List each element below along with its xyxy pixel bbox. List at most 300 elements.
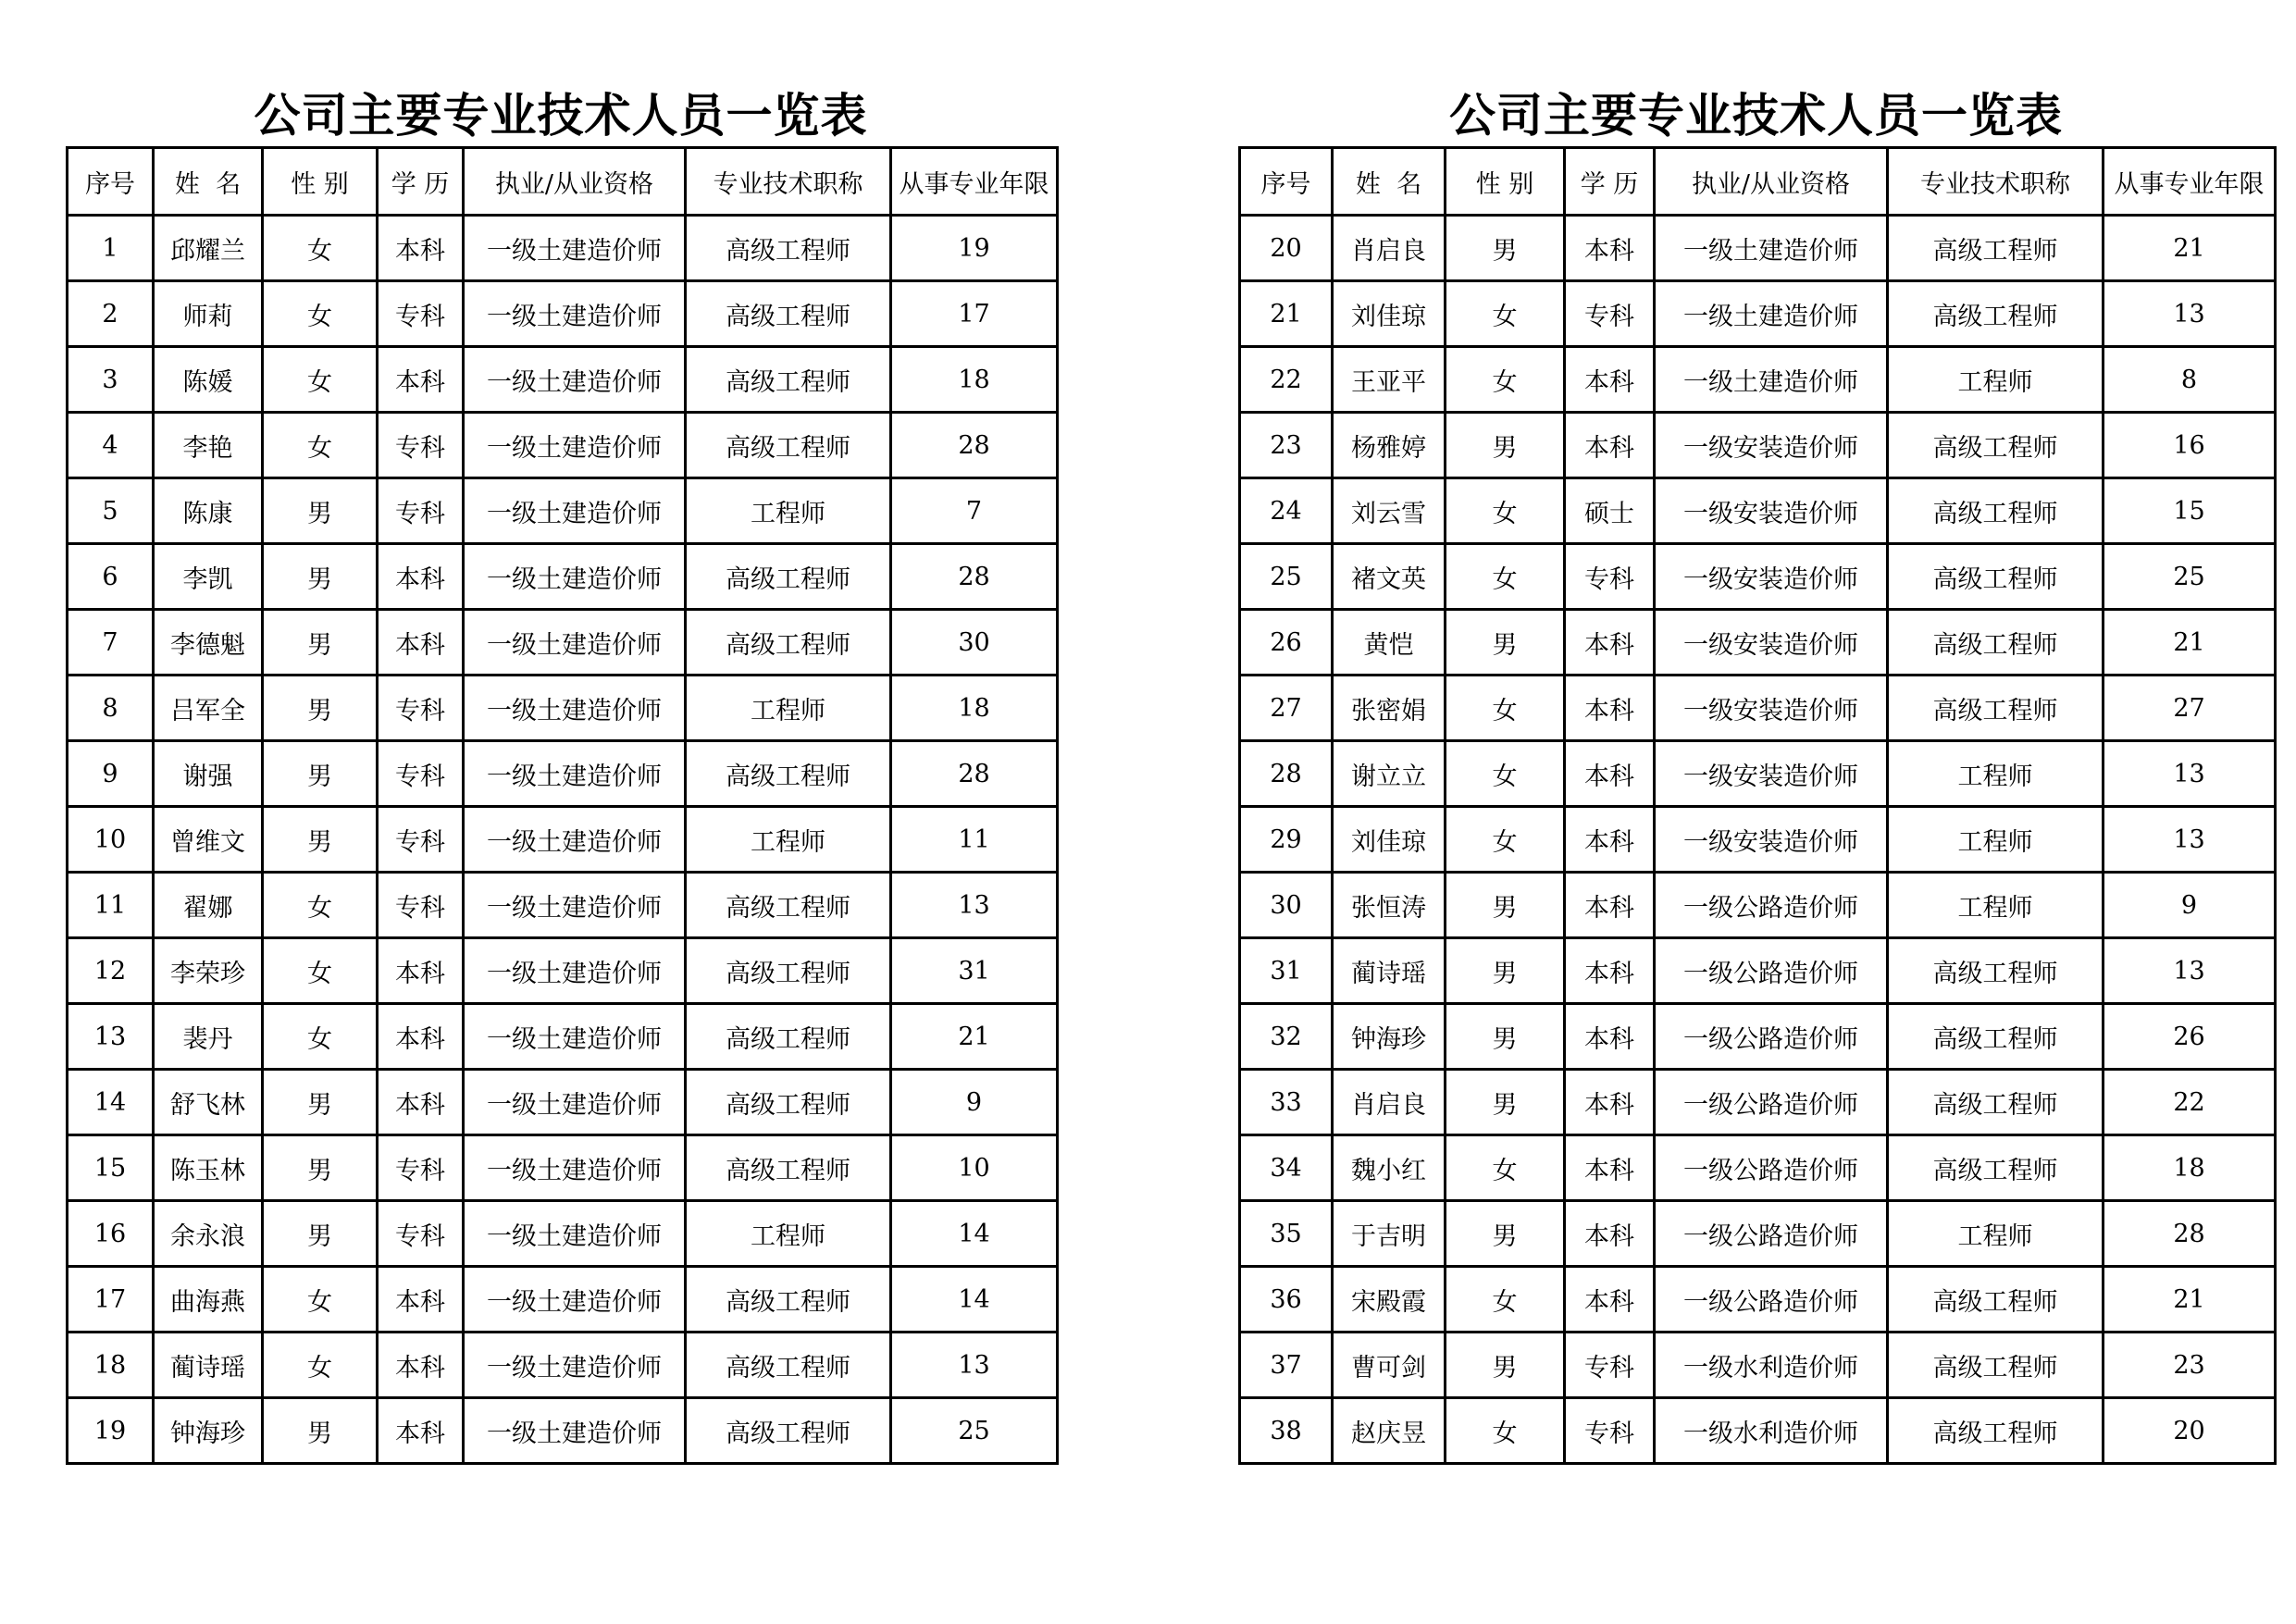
cell-index: 34 bbox=[1240, 1135, 1333, 1201]
cell-gender: 男 bbox=[1446, 1070, 1565, 1135]
cell-years: 13 bbox=[2104, 741, 2276, 807]
cell-years: 30 bbox=[891, 610, 1058, 676]
table-row bbox=[68, 1267, 1058, 1333]
cell-years: 26 bbox=[2104, 1004, 2276, 1070]
cell-index: 27 bbox=[1240, 676, 1333, 741]
cell-gender: 男 bbox=[263, 1070, 378, 1135]
cell-title: 工程师 bbox=[1888, 807, 2104, 873]
cell-gender: 女 bbox=[263, 216, 378, 281]
cell-qualification: 一级土建造价师 bbox=[464, 347, 686, 413]
header-cell-gender: 性 别 bbox=[263, 148, 378, 216]
cell-gender: 男 bbox=[1446, 1004, 1565, 1070]
cell-index: 26 bbox=[1240, 610, 1333, 676]
cell-education: 本科 bbox=[1565, 216, 1655, 281]
cell-title: 高级工程师 bbox=[1888, 544, 2104, 610]
cell-index: 33 bbox=[1240, 1070, 1333, 1135]
cell-gender: 女 bbox=[1446, 544, 1565, 610]
cell-qualification: 一级土建造价师 bbox=[464, 1267, 686, 1333]
table-row bbox=[1240, 216, 2276, 281]
cell-index: 3 bbox=[68, 347, 154, 413]
table-row bbox=[1240, 1398, 2276, 1464]
cell-qualification: 一级公路造价师 bbox=[1655, 873, 1888, 938]
cell-qualification: 一级安装造价师 bbox=[1655, 413, 1888, 478]
cell-years: 17 bbox=[891, 281, 1058, 347]
cell-gender: 女 bbox=[1446, 676, 1565, 741]
cell-name: 舒飞林 bbox=[154, 1070, 263, 1135]
cell-index: 13 bbox=[68, 1004, 154, 1070]
cell-education: 专科 bbox=[378, 413, 464, 478]
cell-gender: 女 bbox=[1446, 347, 1565, 413]
cell-qualification: 一级土建造价师 bbox=[464, 610, 686, 676]
cell-qualification: 一级土建造价师 bbox=[464, 1333, 686, 1398]
cell-gender: 女 bbox=[1446, 741, 1565, 807]
cell-years: 10 bbox=[891, 1135, 1058, 1201]
cell-index: 35 bbox=[1240, 1201, 1333, 1267]
table-row bbox=[68, 1333, 1058, 1398]
cell-index: 10 bbox=[68, 807, 154, 873]
cell-education: 专科 bbox=[1565, 1333, 1655, 1398]
cell-name: 钟海珍 bbox=[1333, 1004, 1446, 1070]
table-row bbox=[1240, 1004, 2276, 1070]
cell-qualification: 一级水利造价师 bbox=[1655, 1398, 1888, 1464]
cell-title: 高级工程师 bbox=[1888, 676, 2104, 741]
table-row bbox=[68, 1201, 1058, 1267]
cell-index: 22 bbox=[1240, 347, 1333, 413]
cell-qualification: 一级公路造价师 bbox=[1655, 1201, 1888, 1267]
cell-qualification: 一级土建造价师 bbox=[464, 1135, 686, 1201]
cell-years: 16 bbox=[2104, 413, 2276, 478]
table-row bbox=[1240, 741, 2276, 807]
cell-name: 赵庆昱 bbox=[1333, 1398, 1446, 1464]
cell-name: 李艳 bbox=[154, 413, 263, 478]
right-staff-table bbox=[1238, 146, 2277, 1465]
cell-education: 本科 bbox=[378, 1333, 464, 1398]
cell-years: 18 bbox=[891, 347, 1058, 413]
cell-name: 陈康 bbox=[154, 478, 263, 544]
cell-gender: 男 bbox=[1446, 873, 1565, 938]
cell-title: 高级工程师 bbox=[1888, 1070, 2104, 1135]
cell-years: 8 bbox=[2104, 347, 2276, 413]
cell-title: 高级工程师 bbox=[1888, 1398, 2104, 1464]
cell-name: 陈玉林 bbox=[154, 1135, 263, 1201]
left-header-row bbox=[68, 148, 1058, 216]
cell-index: 9 bbox=[68, 741, 154, 807]
cell-name: 刘佳琼 bbox=[1333, 807, 1446, 873]
cell-qualification: 一级土建造价师 bbox=[464, 478, 686, 544]
cell-years: 15 bbox=[2104, 478, 2276, 544]
cell-education: 专科 bbox=[378, 281, 464, 347]
cell-education: 本科 bbox=[1565, 1201, 1655, 1267]
cell-gender: 男 bbox=[1446, 413, 1565, 478]
cell-education: 专科 bbox=[1565, 1398, 1655, 1464]
right-table-body bbox=[1240, 216, 2276, 1464]
cell-title: 高级工程师 bbox=[686, 610, 891, 676]
table-row bbox=[68, 676, 1058, 741]
table-row bbox=[1240, 1267, 2276, 1333]
cell-education: 本科 bbox=[1565, 1267, 1655, 1333]
table-row bbox=[68, 1135, 1058, 1201]
cell-title: 高级工程师 bbox=[686, 544, 891, 610]
header-cell-gender: 性 别 bbox=[1446, 148, 1565, 216]
cell-gender: 女 bbox=[263, 347, 378, 413]
table-row bbox=[68, 938, 1058, 1004]
cell-title: 高级工程师 bbox=[1888, 1135, 2104, 1201]
cell-education: 本科 bbox=[1565, 413, 1655, 478]
cell-education: 本科 bbox=[378, 1004, 464, 1070]
table-row bbox=[1240, 478, 2276, 544]
cell-years: 9 bbox=[891, 1070, 1058, 1135]
cell-index: 12 bbox=[68, 938, 154, 1004]
cell-education: 本科 bbox=[378, 216, 464, 281]
cell-name: 余永浪 bbox=[154, 1201, 263, 1267]
cell-years: 19 bbox=[891, 216, 1058, 281]
cell-qualification: 一级安装造价师 bbox=[1655, 544, 1888, 610]
cell-education: 本科 bbox=[1565, 676, 1655, 741]
cell-years: 28 bbox=[891, 741, 1058, 807]
cell-title: 高级工程师 bbox=[1888, 413, 2104, 478]
cell-name: 肖启良 bbox=[1333, 216, 1446, 281]
cell-education: 本科 bbox=[1565, 741, 1655, 807]
cell-years: 20 bbox=[2104, 1398, 2276, 1464]
cell-title: 高级工程师 bbox=[1888, 281, 2104, 347]
table-row bbox=[68, 347, 1058, 413]
cell-education: 专科 bbox=[378, 1201, 464, 1267]
cell-index: 5 bbox=[68, 478, 154, 544]
cell-education: 本科 bbox=[378, 610, 464, 676]
cell-qualification: 一级土建造价师 bbox=[464, 544, 686, 610]
cell-name: 蔺诗瑶 bbox=[154, 1333, 263, 1398]
cell-gender: 女 bbox=[263, 1267, 378, 1333]
table-row bbox=[1240, 1201, 2276, 1267]
cell-qualification: 一级安装造价师 bbox=[1655, 478, 1888, 544]
left-panel bbox=[66, 85, 1056, 1465]
header-cell-years: 从事专业年限 bbox=[2104, 148, 2276, 216]
cell-education: 专科 bbox=[378, 807, 464, 873]
cell-name: 褚文英 bbox=[1333, 544, 1446, 610]
table-row bbox=[68, 478, 1058, 544]
cell-years: 11 bbox=[891, 807, 1058, 873]
cell-gender: 男 bbox=[263, 1135, 378, 1201]
cell-index: 29 bbox=[1240, 807, 1333, 873]
cell-name: 邱耀兰 bbox=[154, 216, 263, 281]
cell-gender: 女 bbox=[263, 413, 378, 478]
cell-index: 32 bbox=[1240, 1004, 1333, 1070]
cell-index: 8 bbox=[68, 676, 154, 741]
cell-qualification: 一级土建造价师 bbox=[464, 741, 686, 807]
cell-education: 专科 bbox=[378, 741, 464, 807]
cell-title: 工程师 bbox=[686, 807, 891, 873]
cell-name: 陈媛 bbox=[154, 347, 263, 413]
cell-gender: 男 bbox=[263, 1201, 378, 1267]
cell-education: 本科 bbox=[378, 1267, 464, 1333]
cell-education: 本科 bbox=[1565, 873, 1655, 938]
header-cell-education: 学 历 bbox=[1565, 148, 1655, 216]
cell-title: 工程师 bbox=[686, 676, 891, 741]
cell-education: 本科 bbox=[1565, 938, 1655, 1004]
cell-years: 22 bbox=[2104, 1070, 2276, 1135]
right-header-row bbox=[1240, 148, 2276, 216]
cell-years: 14 bbox=[891, 1201, 1058, 1267]
table-row bbox=[1240, 281, 2276, 347]
cell-gender: 男 bbox=[1446, 1201, 1565, 1267]
cell-index: 20 bbox=[1240, 216, 1333, 281]
cell-title: 高级工程师 bbox=[686, 1398, 891, 1464]
cell-qualification: 一级土建造价师 bbox=[464, 216, 686, 281]
cell-title: 高级工程师 bbox=[686, 873, 891, 938]
cell-years: 28 bbox=[2104, 1201, 2276, 1267]
cell-name: 曹可剑 bbox=[1333, 1333, 1446, 1398]
cell-name: 谢强 bbox=[154, 741, 263, 807]
cell-years: 14 bbox=[891, 1267, 1058, 1333]
header-cell-title: 专业技术职称 bbox=[686, 148, 891, 216]
cell-index: 17 bbox=[68, 1267, 154, 1333]
cell-name: 李凯 bbox=[154, 544, 263, 610]
cell-years: 25 bbox=[2104, 544, 2276, 610]
cell-title: 高级工程师 bbox=[1888, 938, 2104, 1004]
cell-education: 本科 bbox=[1565, 610, 1655, 676]
cell-education: 专科 bbox=[1565, 544, 1655, 610]
cell-name: 张密娟 bbox=[1333, 676, 1446, 741]
cell-years: 27 bbox=[2104, 676, 2276, 741]
cell-index: 19 bbox=[68, 1398, 154, 1464]
cell-qualification: 一级安装造价师 bbox=[1655, 676, 1888, 741]
cell-title: 高级工程师 bbox=[1888, 216, 2104, 281]
table-row bbox=[1240, 1135, 2276, 1201]
cell-index: 4 bbox=[68, 413, 154, 478]
cell-name: 钟海珍 bbox=[154, 1398, 263, 1464]
cell-index: 2 bbox=[68, 281, 154, 347]
header-cell-index: 序号 bbox=[68, 148, 154, 216]
cell-gender: 女 bbox=[263, 1333, 378, 1398]
cell-years: 13 bbox=[2104, 281, 2276, 347]
cell-name: 魏小红 bbox=[1333, 1135, 1446, 1201]
right-panel bbox=[1238, 85, 2274, 1465]
cell-years: 18 bbox=[2104, 1135, 2276, 1201]
cell-gender: 男 bbox=[1446, 610, 1565, 676]
cell-index: 24 bbox=[1240, 478, 1333, 544]
table-row bbox=[68, 413, 1058, 478]
cell-years: 13 bbox=[2104, 938, 2276, 1004]
table-row bbox=[68, 1398, 1058, 1464]
cell-title: 高级工程师 bbox=[686, 1333, 891, 1398]
cell-gender: 女 bbox=[1446, 1135, 1565, 1201]
cell-title: 高级工程师 bbox=[1888, 1004, 2104, 1070]
right-table-title: 公司主要专业技术人员一览表 bbox=[1449, 88, 2063, 143]
cell-qualification: 一级安装造价师 bbox=[1655, 741, 1888, 807]
cell-education: 硕士 bbox=[1565, 478, 1655, 544]
cell-qualification: 一级水利造价师 bbox=[1655, 1333, 1888, 1398]
cell-name: 曾维文 bbox=[154, 807, 263, 873]
cell-qualification: 一级土建造价师 bbox=[464, 676, 686, 741]
cell-name: 黄恺 bbox=[1333, 610, 1446, 676]
cell-gender: 男 bbox=[263, 544, 378, 610]
cell-qualification: 一级公路造价师 bbox=[1655, 1004, 1888, 1070]
cell-gender: 女 bbox=[263, 873, 378, 938]
cell-name: 李德魁 bbox=[154, 610, 263, 676]
cell-index: 28 bbox=[1240, 741, 1333, 807]
header-cell-qualification: 执业/从业资格 bbox=[464, 148, 686, 216]
cell-index: 31 bbox=[1240, 938, 1333, 1004]
cell-qualification: 一级土建造价师 bbox=[1655, 347, 1888, 413]
cell-index: 18 bbox=[68, 1333, 154, 1398]
cell-gender: 女 bbox=[1446, 281, 1565, 347]
cell-title: 高级工程师 bbox=[686, 281, 891, 347]
table-row bbox=[1240, 873, 2276, 938]
header-cell-name: 姓 名 bbox=[1333, 148, 1446, 216]
cell-index: 36 bbox=[1240, 1267, 1333, 1333]
cell-years: 18 bbox=[891, 676, 1058, 741]
table-row bbox=[68, 216, 1058, 281]
cell-gender: 男 bbox=[263, 741, 378, 807]
cell-title: 高级工程师 bbox=[686, 1004, 891, 1070]
cell-name: 张恒涛 bbox=[1333, 873, 1446, 938]
cell-qualification: 一级公路造价师 bbox=[1655, 938, 1888, 1004]
left-staff-table bbox=[66, 146, 1059, 1465]
cell-years: 31 bbox=[891, 938, 1058, 1004]
table-row bbox=[1240, 1070, 2276, 1135]
table-row bbox=[68, 544, 1058, 610]
cell-name: 蔺诗瑶 bbox=[1333, 938, 1446, 1004]
cell-gender: 男 bbox=[263, 478, 378, 544]
cell-qualification: 一级土建造价师 bbox=[464, 413, 686, 478]
cell-qualification: 一级土建造价师 bbox=[464, 1070, 686, 1135]
cell-name: 师莉 bbox=[154, 281, 263, 347]
cell-index: 14 bbox=[68, 1070, 154, 1135]
cell-title: 高级工程师 bbox=[1888, 1333, 2104, 1398]
cell-education: 本科 bbox=[378, 1398, 464, 1464]
cell-index: 6 bbox=[68, 544, 154, 610]
cell-title: 高级工程师 bbox=[686, 1070, 891, 1135]
cell-gender: 男 bbox=[263, 610, 378, 676]
cell-gender: 女 bbox=[263, 938, 378, 1004]
cell-title: 工程师 bbox=[1888, 741, 2104, 807]
cell-years: 21 bbox=[2104, 610, 2276, 676]
cell-years: 25 bbox=[891, 1398, 1058, 1464]
cell-qualification: 一级安装造价师 bbox=[1655, 807, 1888, 873]
cell-qualification: 一级公路造价师 bbox=[1655, 1135, 1888, 1201]
cell-title: 高级工程师 bbox=[1888, 478, 2104, 544]
cell-name: 王亚平 bbox=[1333, 347, 1446, 413]
cell-qualification: 一级安装造价师 bbox=[1655, 610, 1888, 676]
header-cell-name: 姓 名 bbox=[154, 148, 263, 216]
table-row bbox=[68, 873, 1058, 938]
cell-gender: 男 bbox=[1446, 938, 1565, 1004]
cell-qualification: 一级土建造价师 bbox=[464, 1201, 686, 1267]
cell-index: 37 bbox=[1240, 1333, 1333, 1398]
cell-title: 工程师 bbox=[1888, 347, 2104, 413]
cell-title: 高级工程师 bbox=[686, 216, 891, 281]
cell-qualification: 一级土建造价师 bbox=[464, 938, 686, 1004]
left-table-title: 公司主要专业技术人员一览表 bbox=[254, 88, 868, 143]
cell-gender: 女 bbox=[1446, 807, 1565, 873]
cell-index: 30 bbox=[1240, 873, 1333, 938]
cell-name: 李荣珍 bbox=[154, 938, 263, 1004]
cell-years: 28 bbox=[891, 413, 1058, 478]
cell-index: 11 bbox=[68, 873, 154, 938]
cell-education: 本科 bbox=[1565, 1004, 1655, 1070]
cell-education: 专科 bbox=[1565, 281, 1655, 347]
cell-name: 曲海燕 bbox=[154, 1267, 263, 1333]
cell-years: 13 bbox=[891, 1333, 1058, 1398]
cell-title: 高级工程师 bbox=[686, 938, 891, 1004]
cell-index: 25 bbox=[1240, 544, 1333, 610]
cell-title: 高级工程师 bbox=[686, 741, 891, 807]
table-row bbox=[1240, 347, 2276, 413]
cell-title: 高级工程师 bbox=[686, 1135, 891, 1201]
cell-years: 21 bbox=[891, 1004, 1058, 1070]
cell-name: 杨雅婷 bbox=[1333, 413, 1446, 478]
cell-gender: 男 bbox=[263, 1398, 378, 1464]
cell-gender: 男 bbox=[1446, 1333, 1565, 1398]
cell-title: 高级工程师 bbox=[686, 1267, 891, 1333]
cell-years: 21 bbox=[2104, 1267, 2276, 1333]
cell-name: 宋殿霞 bbox=[1333, 1267, 1446, 1333]
cell-education: 本科 bbox=[378, 544, 464, 610]
cell-qualification: 一级土建造价师 bbox=[464, 1004, 686, 1070]
table-row bbox=[68, 1070, 1058, 1135]
cell-education: 专科 bbox=[378, 478, 464, 544]
header-cell-education: 学 历 bbox=[378, 148, 464, 216]
cell-education: 本科 bbox=[1565, 807, 1655, 873]
cell-years: 21 bbox=[2104, 216, 2276, 281]
cell-title: 高级工程师 bbox=[1888, 1267, 2104, 1333]
cell-qualification: 一级土建造价师 bbox=[464, 873, 686, 938]
cell-index: 21 bbox=[1240, 281, 1333, 347]
header-cell-title: 专业技术职称 bbox=[1888, 148, 2104, 216]
table-row bbox=[68, 610, 1058, 676]
header-cell-years: 从事专业年限 bbox=[891, 148, 1058, 216]
cell-education: 本科 bbox=[1565, 1070, 1655, 1135]
cell-name: 裴丹 bbox=[154, 1004, 263, 1070]
cell-education: 专科 bbox=[378, 1135, 464, 1201]
cell-name: 于吉明 bbox=[1333, 1201, 1446, 1267]
header-cell-qualification: 执业/从业资格 bbox=[1655, 148, 1888, 216]
cell-name: 谢立立 bbox=[1333, 741, 1446, 807]
cell-index: 16 bbox=[68, 1201, 154, 1267]
cell-qualification: 一级土建造价师 bbox=[464, 807, 686, 873]
cell-years: 13 bbox=[891, 873, 1058, 938]
cell-name: 刘云雪 bbox=[1333, 478, 1446, 544]
table-row bbox=[68, 741, 1058, 807]
table-row bbox=[1240, 413, 2276, 478]
cell-gender: 女 bbox=[1446, 1267, 1565, 1333]
cell-qualification: 一级土建造价师 bbox=[1655, 216, 1888, 281]
cell-education: 专科 bbox=[378, 873, 464, 938]
cell-education: 本科 bbox=[378, 347, 464, 413]
cell-qualification: 一级公路造价师 bbox=[1655, 1070, 1888, 1135]
cell-name: 吕军全 bbox=[154, 676, 263, 741]
cell-qualification: 一级公路造价师 bbox=[1655, 1267, 1888, 1333]
table-row bbox=[1240, 938, 2276, 1004]
cell-gender: 女 bbox=[1446, 1398, 1565, 1464]
table-row bbox=[1240, 807, 2276, 873]
cell-title: 工程师 bbox=[686, 478, 891, 544]
cell-title: 工程师 bbox=[686, 1201, 891, 1267]
table-row bbox=[68, 1004, 1058, 1070]
cell-years: 13 bbox=[2104, 807, 2276, 873]
cell-gender: 女 bbox=[263, 281, 378, 347]
cell-index: 15 bbox=[68, 1135, 154, 1201]
cell-gender: 男 bbox=[263, 676, 378, 741]
cell-years: 28 bbox=[891, 544, 1058, 610]
table-row bbox=[1240, 544, 2276, 610]
cell-education: 本科 bbox=[1565, 1135, 1655, 1201]
cell-title: 高级工程师 bbox=[1888, 610, 2104, 676]
cell-education: 本科 bbox=[378, 1070, 464, 1135]
cell-title: 工程师 bbox=[1888, 873, 2104, 938]
cell-qualification: 一级土建造价师 bbox=[464, 281, 686, 347]
cell-title: 高级工程师 bbox=[686, 347, 891, 413]
